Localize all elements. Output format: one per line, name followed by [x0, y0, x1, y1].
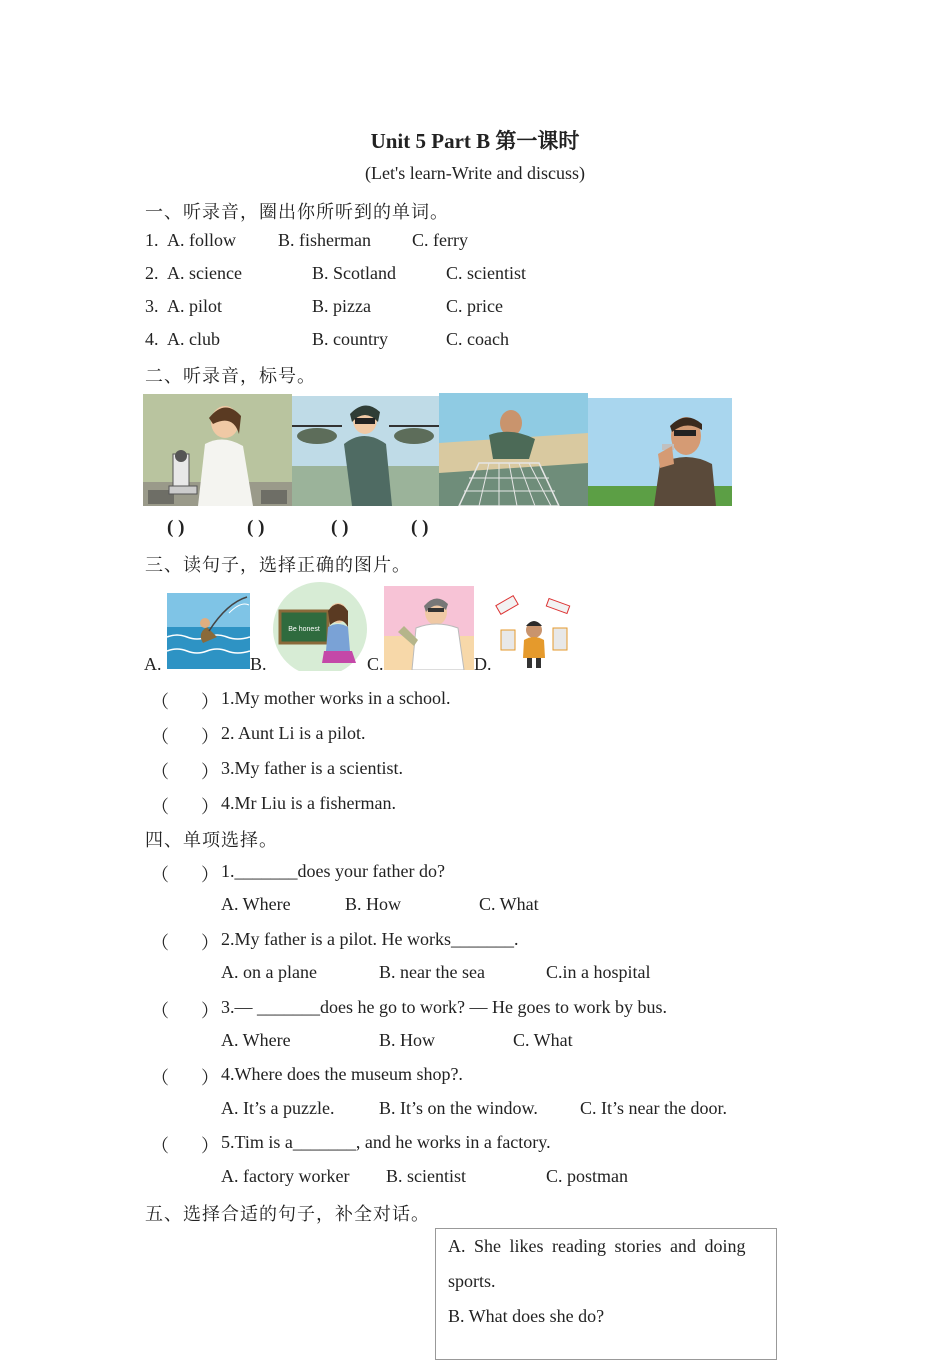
answer-blank[interactable]: ( ) [167, 517, 185, 538]
scientist-picture [143, 394, 292, 506]
answer-paren-close: ） [201, 1136, 219, 1156]
sentence-option-b: B. What does she do? [448, 1306, 605, 1326]
option-b: B. pizza [312, 296, 371, 316]
board-text: Be honest [288, 626, 320, 633]
sentence-option-a-cont: sports. [448, 1271, 496, 1291]
fisherman-picture [167, 593, 250, 669]
pilot-picture [292, 396, 439, 506]
option-a: A. pilot [167, 296, 223, 316]
question-text: 3.— _______does he go to work? — He goes to work by bus. [221, 997, 667, 1017]
option-a: A. factory worker [221, 1166, 350, 1186]
answer-paren-open[interactable]: （ [151, 933, 169, 953]
option-c: C. coach [446, 329, 509, 349]
option-a: A. Where [221, 1030, 291, 1050]
option-a: A. follow [167, 230, 236, 250]
picture-label-b: B. [250, 654, 267, 674]
picture-label-d: D. [474, 654, 492, 674]
option-c: C.in a hospital [546, 962, 651, 982]
answer-paren-open[interactable]: （ [151, 727, 169, 747]
picture-label-a: A. [144, 654, 162, 674]
option-a: A. science [167, 263, 242, 283]
question-text: 1._______does your father do? [221, 861, 445, 881]
section5-heading: 五、选择合适的句子，补全对话。 [145, 1204, 430, 1225]
section3-heading: 三、读句子，选择正确的图片。 [145, 555, 411, 576]
section1-heading: 一、听录音，圈出你所听到的单词。 [145, 202, 449, 223]
answer-paren-close: ） [201, 762, 219, 782]
option-c: C. scientist [446, 263, 526, 283]
answer-paren-open[interactable]: （ [151, 692, 169, 712]
picture-label-c: C. [367, 654, 384, 674]
option-c: C. price [446, 296, 503, 316]
option-c: C. What [479, 894, 539, 914]
option-a: A. club [167, 329, 220, 349]
answer-paren-close: ） [201, 692, 219, 712]
section2-heading: 二、听录音，标号。 [145, 366, 316, 387]
row-number: 2. [145, 263, 159, 283]
item-text: 2. Aunt Li is a pilot. [221, 723, 366, 743]
nurse-picture [491, 590, 577, 671]
row-number: 3. [145, 296, 159, 316]
question-text: 5.Tim is a_______, and he works in a factory. [221, 1132, 551, 1152]
answer-paren-open[interactable]: （ [151, 762, 169, 782]
option-a: A. on a plane [221, 962, 317, 982]
answer-paren-open[interactable]: （ [151, 1068, 169, 1088]
item-text: 4.Mr Liu is a fisherman. [221, 793, 396, 813]
coach-picture [588, 398, 732, 506]
option-b: B. How [345, 894, 402, 914]
option-a: A. Where [221, 894, 291, 914]
answer-paren-close: ） [201, 727, 219, 747]
option-c: C. What [513, 1030, 573, 1050]
question-text: 2.My father is a pilot. He works_______. [221, 929, 519, 949]
teacher-picture [272, 581, 368, 671]
answer-paren-open[interactable]: （ [151, 865, 169, 885]
option-b: B. It’s on the window. [379, 1098, 538, 1118]
option-b: B. country [312, 329, 388, 349]
sentence-option-a: A. She likes reading stories and doing [448, 1236, 746, 1256]
fisherman-picture [439, 393, 588, 506]
option-b: B. Scotland [312, 263, 396, 283]
answer-blank[interactable]: ( ) [331, 517, 349, 538]
item-text: 3.My father is a scientist. [221, 758, 403, 778]
option-c: C. ferry [412, 230, 468, 250]
answer-paren-open[interactable]: （ [151, 1001, 169, 1021]
answer-blank[interactable]: ( ) [247, 517, 265, 538]
answer-paren-open[interactable]: （ [151, 797, 169, 817]
item-text: 1.My mother works in a school. [221, 688, 451, 708]
answer-paren-close: ） [201, 933, 219, 953]
option-b: B. fisherman [278, 230, 371, 250]
question-text: 4.Where does the museum shop?. [221, 1064, 463, 1084]
section4-heading: 四、单项选择。 [145, 830, 278, 851]
row-number: 4. [145, 329, 159, 349]
answer-paren-close: ） [201, 797, 219, 817]
option-b: B. How [379, 1030, 436, 1050]
sentence-options-box [435, 1228, 777, 1360]
answer-paren-close: ） [201, 865, 219, 885]
option-b: B. near the sea [379, 962, 485, 982]
page-subtitle: (Let's learn-Write and discuss) [365, 163, 585, 183]
option-c: C. postman [546, 1166, 629, 1186]
page-title: Unit 5 Part B 第一课时 [370, 129, 580, 153]
option-c: C. It’s near the door. [580, 1098, 727, 1118]
answer-paren-close: ） [201, 1001, 219, 1021]
option-a: A. It’s a puzzle. [221, 1098, 335, 1118]
answer-paren-open[interactable]: （ [151, 1136, 169, 1156]
row-number: 1. [145, 230, 159, 250]
option-b: B. scientist [386, 1166, 466, 1186]
answer-blank[interactable]: ( ) [411, 517, 429, 538]
scientist-picture [384, 586, 474, 670]
answer-paren-close: ） [201, 1068, 219, 1088]
